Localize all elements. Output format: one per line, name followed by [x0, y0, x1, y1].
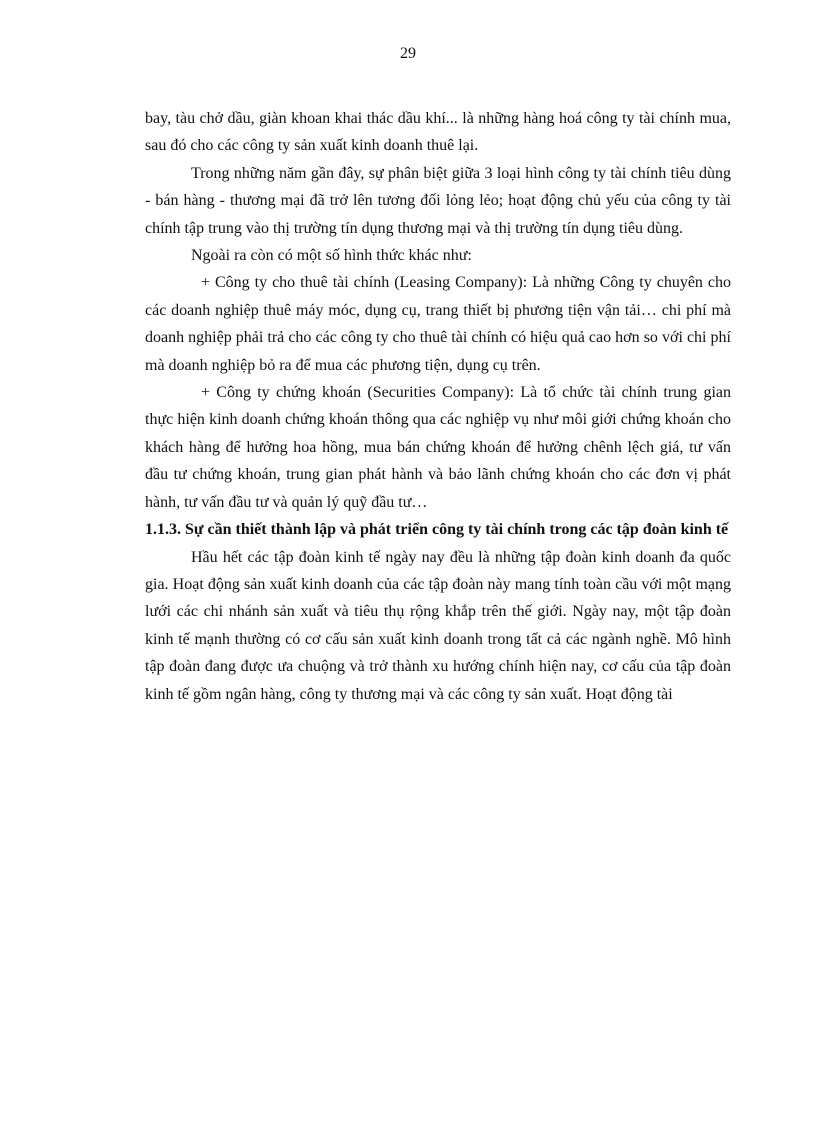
document-body — [145, 105, 731, 708]
section-heading: 1.1.3. Sự cần thiết thành lập và phát triển công ty tài chính trong các tập đoàn kinh tế — [145, 521, 729, 539]
paragraph-finance-company-types: Trong những năm gần đây, sự phân biệt giữa 3 loại hình công ty tài chính tiêu dùng - bán hàng - thương mại đã trở lên tương đối lỏng lẻo; hoạt động chủ yếu của công ty tài chính tập trung vào thị trường tín dụng thương mại và thị trường tín dụng tiêu dùng. — [145, 164, 731, 237]
list-item-leasing-company: + Công ty cho thuê tài chính (Leasing Company): Là những Công ty chuyên cho các doanh nghiệp thuê máy móc, dụng cụ, trang thiết bị phương tiện vận tải… chi phí mà doanh nghiệp phải trả cho các công ty cho thuê tài chính có hiệu quả cao hơn so với chi phí mà doanh nghiệp bỏ ra để mua các phương tiện, dụng cụ trên. — [145, 274, 731, 374]
paragraph-other-forms-intro: Ngoài ra còn có một số hình thức khác như: — [191, 247, 472, 265]
list-item-securities-company: + Công ty chứng khoán (Securities Company): Là tổ chức tài chính trung gian thực hiện kinh doanh chứng khoán thông qua các nghiệp vụ như môi giới chứng khoán cho khách hàng để hưởng hoa hồng, mua bán chứng khoán để hưởng chênh lệch giá, tư vấn đầu tư chứng khoán, trung gian phát hành và bảo lãnh chứng khoán cho các đơn vị phát hành, tư vấn đầu tư và quản lý quỹ đầu tư… — [145, 384, 731, 511]
paragraph-continuation: bay, tàu chở dầu, giàn khoan khai thác dầu khí... là những hàng hoá công ty tài chính mua, sau đó cho các công ty sản xuất kinh doanh thuê lại. — [145, 110, 731, 155]
page-number: 29 — [400, 45, 416, 62]
paragraph-economic-groups: Hầu hết các tập đoàn kinh tế ngày nay đều là những tập đoàn kinh doanh đa quốc gia. Hoạt động sản xuất kinh doanh của các tập đoàn này mang tính toàn cầu với một mạng lưới các chi nhánh sản xuất và tiêu thụ rộng khắp trên thế giới. Ngày nay, một tập đoàn kinh tế mạnh thường có cơ cấu sản xuất kinh doanh trong tất cả các ngành nghề. Mô hình tập đoàn đang được ưa chuộng và trở thành xu hướng chính hiện nay, cơ cấu của tập đoàn kinh tế gồm ngân hàng, công ty thương mại và các công ty sản xuất. Hoạt động tài — [145, 548, 731, 703]
